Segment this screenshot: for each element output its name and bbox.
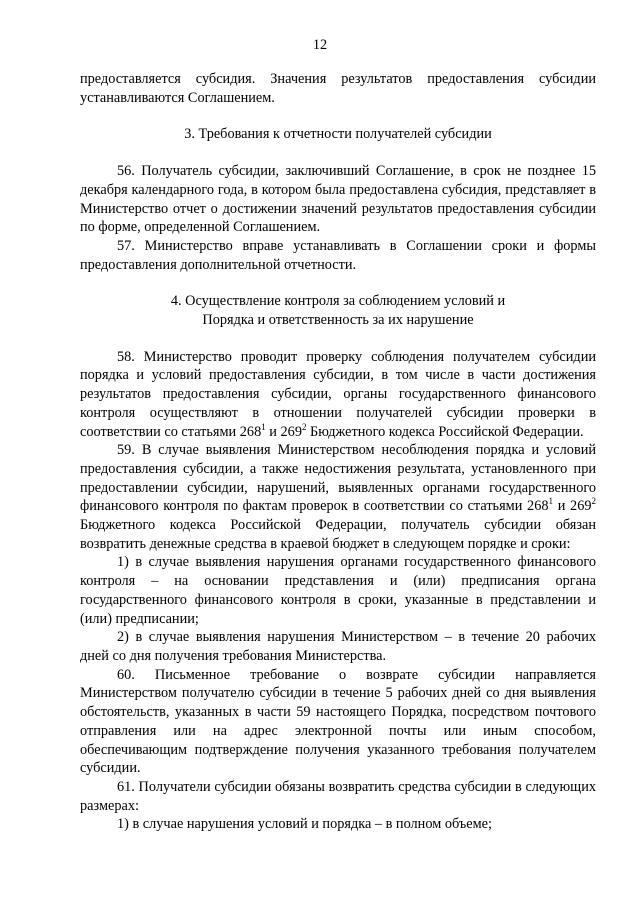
paragraph-59-text-a: 59. В случае выявления Министерством несоблюдения порядка и условий предоставления субсидии, а также недостижения результата, установленного при предоставлении субсидии, нарушений, выявленных органами государственного финансового контроля по фактам проверок в соответствии со статьями 268: [80, 442, 596, 515]
superscript: 2: [591, 496, 596, 507]
page-number: 12: [312, 37, 328, 53]
paragraph-59-text-c: Бюджетного кодекса Российской Федерации, получатель субсидии обязан возвратить денежные средства в краевой бюджет в следующем порядке и сроки:: [80, 517, 596, 552]
paragraph-59: [80, 441, 596, 553]
paragraph-58-text-a: 58. Министерство проводит проверку соблюдения получателем субсидии порядка и условий предоставления субсидии, в том числе в части достижения результатов предоставления субсидии, органы государственного финансового контроля осуществляют в отношении получателей субсидии проверки в соответствии со статьями 268: [80, 348, 596, 440]
paragraph-58-text-b: и 269: [265, 423, 302, 440]
paragraph-57: 57. Министерство вправе устанавливать в Соглашении сроки и формы предоставления дополнительной отчетности.: [80, 237, 596, 273]
paragraph-59-item-2: 2) в случае выявления нарушения Министерством – в течение 20 рабочих дней со дня получения требования Министерства.: [80, 629, 596, 664]
paragraph-59-item-1: 1) в случае выявления нарушения органами государственного финансового контроля – на основании представления и (или) предписания органа государственного финансового контроля в сроки, указанные в представлении и (или) предписании;: [80, 554, 596, 627]
paragraph-60: 60. Письменное требование о возврате субсидии направляется Министерством получателю субсидии в течение 5 рабочих дней со дня выявления обстоятельств, указанных в части 59 настоящего Порядка, посредством почтового отправления или на адрес электронной почты или иным способом, обеспечивающим подтверждение получения указанного требования получателем субсидии.: [80, 666, 596, 777]
paragraph-59-text-b: и 269: [553, 498, 592, 515]
superscript: 1: [261, 421, 266, 432]
paragraph-58-text-c: Бюджетного кодекса Российской Федерации.: [306, 423, 584, 440]
section-4-heading-line1: 4. Осуществление контроля за соблюдением условий и: [170, 293, 506, 310]
paragraph-61-item-1: 1) в случае нарушения условий и порядка – в полном объеме;: [117, 816, 492, 833]
document-body: [80, 70, 596, 834]
section-3-heading: 3. Требования к отчетности получателей субсидии: [184, 126, 492, 143]
paragraph-61: 61. Получатели субсидии обязаны возвратить средства субсидии в следующих размерах:: [80, 778, 596, 814]
paragraph-56: 56. Получатель субсидии, заключивший Соглашение, в срок не позднее 15 декабря календарного года, в котором была предоставлена субсидия, представляет в Министерство отчет о достижении значений результатов предоставления субсидии по форме, определенной Соглашением.: [80, 163, 596, 236]
superscript: 2: [301, 421, 307, 432]
section-4-heading: [80, 292, 596, 329]
superscript: 1: [548, 496, 553, 507]
paragraph-continuation: предоставляется субсидия. Значения результатов предоставления субсидии устанавливаются Соглашением.: [80, 71, 596, 106]
paragraph-58: [80, 348, 596, 442]
section-4-heading-line2: Порядка и ответственность за их нарушение: [202, 312, 474, 329]
